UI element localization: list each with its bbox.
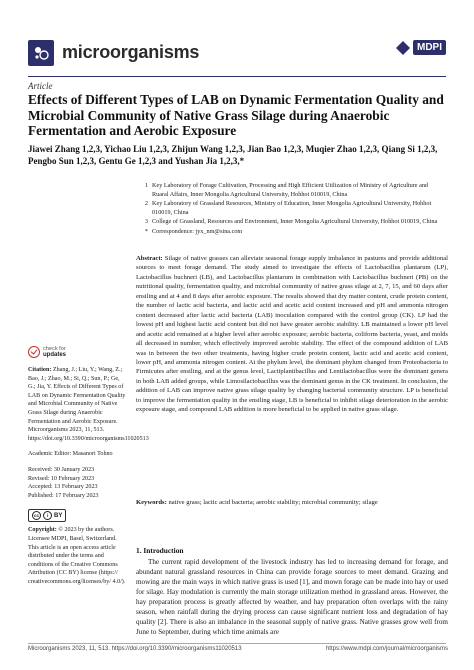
affiliations: [140, 182, 446, 237]
revised-date: Revised: 10 February 2023: [28, 475, 95, 482]
keywords-label: Keywords:: [136, 499, 167, 506]
abstract-label: Abstract:: [136, 255, 163, 262]
article-type: Article: [28, 81, 53, 91]
keywords: [136, 498, 448, 507]
publication-dates: [28, 466, 128, 500]
cc-license-badge[interactable]: cc i BY: [28, 509, 66, 522]
affiliation-item: 2 Key Laboratory of Grassland Resources, Ministry of Education, Inner Mongolia Agricultural University, Hohhot 010019, China: [144, 200, 432, 216]
affiliation-item: 3 College of Grassland, Resources and Environment, Inner Mongolia Agricultural University, Hohhot 010019, China: [144, 218, 438, 225]
check-updates-icon: [28, 346, 40, 358]
authors-line-2: Pengbo Sun 1,2,3, Gentu Ge 1,2,3 and Yushan Jia 1,2,3,*: [28, 156, 245, 166]
keywords-text: native grass; lactic acid bacteria; aerobic stability; microbial community; silage: [168, 499, 378, 506]
journal-name: microorganisms: [62, 42, 200, 62]
journal-header: [28, 36, 448, 76]
abstract-text: Silage of native grasses can alleviate seasonal forage supply imbalance in pastures and provide additional sources to meet forage demand. The study aimed to investigate the effects of Lactobacillus plantarum (LP), Lactobacillus buchneri (LB), and Lactobacillus plantarum in combination with Lactobacillus buchneri (PB) on the nutritional quality, fermentation quality, and microbial community of native grass silage at 2, 7, 15, and 60 days after ensiling and at 4 and 8 days after aerobic exposure. The results showed that dry matter content, crude protein content, the number of lactic acid bacteria, and lactic acid and acetic acid content increased and pH and ammonia nitrogen content decreased after lactic acid bacteria (LAB) inoculation compared with the control group (CK). LP had the lowest pH and highest lactic acid content but did not have greater aerobic stability. LB maintained a lower pH level and acetic acid remained at a higher level after aerobic exposure; aerobic bacteria, coliform bacteria, yeast, and molds all decreased in number, which effectively improved aerobic stability. The effect of the compound addition of LAB was in between the two other treatments, having higher crude protein content, lactic acid and acetic acid content, lower pH, and ammonia nitrogen content. At the phylum level, the dominant phylum changed from Proteobacteria to Firmicutes after ensiling, and at the genus level, Lactiplantibacillus and Lentilactobacillus were the dominant genera in both LAB added groups, while Limosilactobacillus was the dominant genus in the CK treatment. In conclusion, the addition of LAB can improve native grass silage quality by changing bacterial community structure. LP is beneficial to improve the fermentation quality in the ensiling stage, LB is beneficial to inhibit silage deterioration in the aerobic exposure stage, and compound LAB addition is more beneficial to be applied in native grass silage.: [136, 255, 449, 414]
author-list: [28, 143, 448, 167]
publisher-mark-icon: [396, 41, 410, 55]
abstract: [136, 254, 448, 415]
accepted-date: Accepted: 13 February 2023: [28, 484, 98, 491]
copyright: Copyright: © 2023 by the authors. Licensee MDPI, Basel, Switzerland. This article is an open access article distributed under the terms and conditions of the Creative Commons Attribution (CC BY) license (https:// creativecommons.org/licenses/by/ 4.0/).: [28, 527, 126, 585]
footer-journal-link[interactable]: https://www.mdpi.com/journal/microorganisms: [325, 646, 448, 652]
header-divider: [28, 76, 446, 77]
introduction-paragraph: The current rapid development of the livestock industry has led to increasing demand for forage, and abundant natural grassland resources in China can provide forage sources to meet demand. Grazing and mowing are the main ways in which native grass is used [1], and mown forage can be made into hay or used for silage. Hay modulation is currently the main storage utilization method in grassland areas. However, the hay preparation process is greatly affected by weather, and hay preparation often overlaps with the rainy season, when rainfall during the drying process can cause significant nutrient loss and degradation of hay quality [2]. There is also an imbalance in the seasonal supply of native grass. Native grasses grow well from June to September, during which time animals are: [136, 558, 448, 636]
creative-commons-icon: cc: [32, 511, 41, 520]
publisher-name: MDPI: [413, 40, 446, 55]
footer-divider: [28, 643, 446, 644]
correspondence: * Correspondence: jyx_nm@sina.com: [144, 227, 243, 235]
authors-line-1: Jiawei Zhang 1,2,3, Yichao Liu 1,2,3, Zhijun Wang 1,2,3, Jian Bao 1,2,3, Muqier Zhao 1,2,3, Qiang Si 1,2,3,: [28, 144, 438, 154]
footer-citation[interactable]: Microorganisms 2023, 11, 513. https://doi.org/10.3390/microorganisms11020513: [28, 646, 242, 652]
introduction-body: [136, 557, 448, 637]
citation: Citation: Zhang, J.; Liu, Y.; Wang, Z.; Bao, J.; Zhao, M.; Si, Q.; Sun, P.; Ge, G.; Jia, Y. Effects of Different Types of LAB on Dynamic Fermentation Quality and Microbial Community of Native Grass Silage during Anaerobic Fermentation and Aerobic Exposure. Microorganisms 2023, 11, 513. https://doi.org/10.3390/microorganisms11020513: [28, 367, 149, 442]
section-heading: 1. Introduction: [136, 546, 184, 555]
academic-editor: Academic Editor: Masanori Tohno: [28, 451, 113, 458]
check-for-updates-button[interactable]: check for updates: [28, 346, 128, 358]
article-sidebar: [28, 346, 149, 593]
journal-logo-icon: [28, 40, 54, 66]
publisher-logo: [396, 40, 446, 55]
affiliation-item: 1 Key Laboratory of Forage Cultivation, Processing and High Efficient Utilization of Ministry of Agriculture and Ruaral Affairs, Inner Mongolia Agricultural University, Hohhot 010019, China: [144, 182, 429, 198]
received-date: Received: 30 January 2023: [28, 466, 95, 473]
article-title: Effects of Different Types of LAB on Dynamic Fermentation Quality and Microbial Community of Native Grass Silage during Anaerobic Fermentation and Aerobic Exposure: [28, 92, 444, 138]
page-footer: [28, 646, 448, 652]
attribution-icon: i: [43, 511, 52, 520]
published-date: Published: 17 February 2023: [28, 492, 99, 499]
